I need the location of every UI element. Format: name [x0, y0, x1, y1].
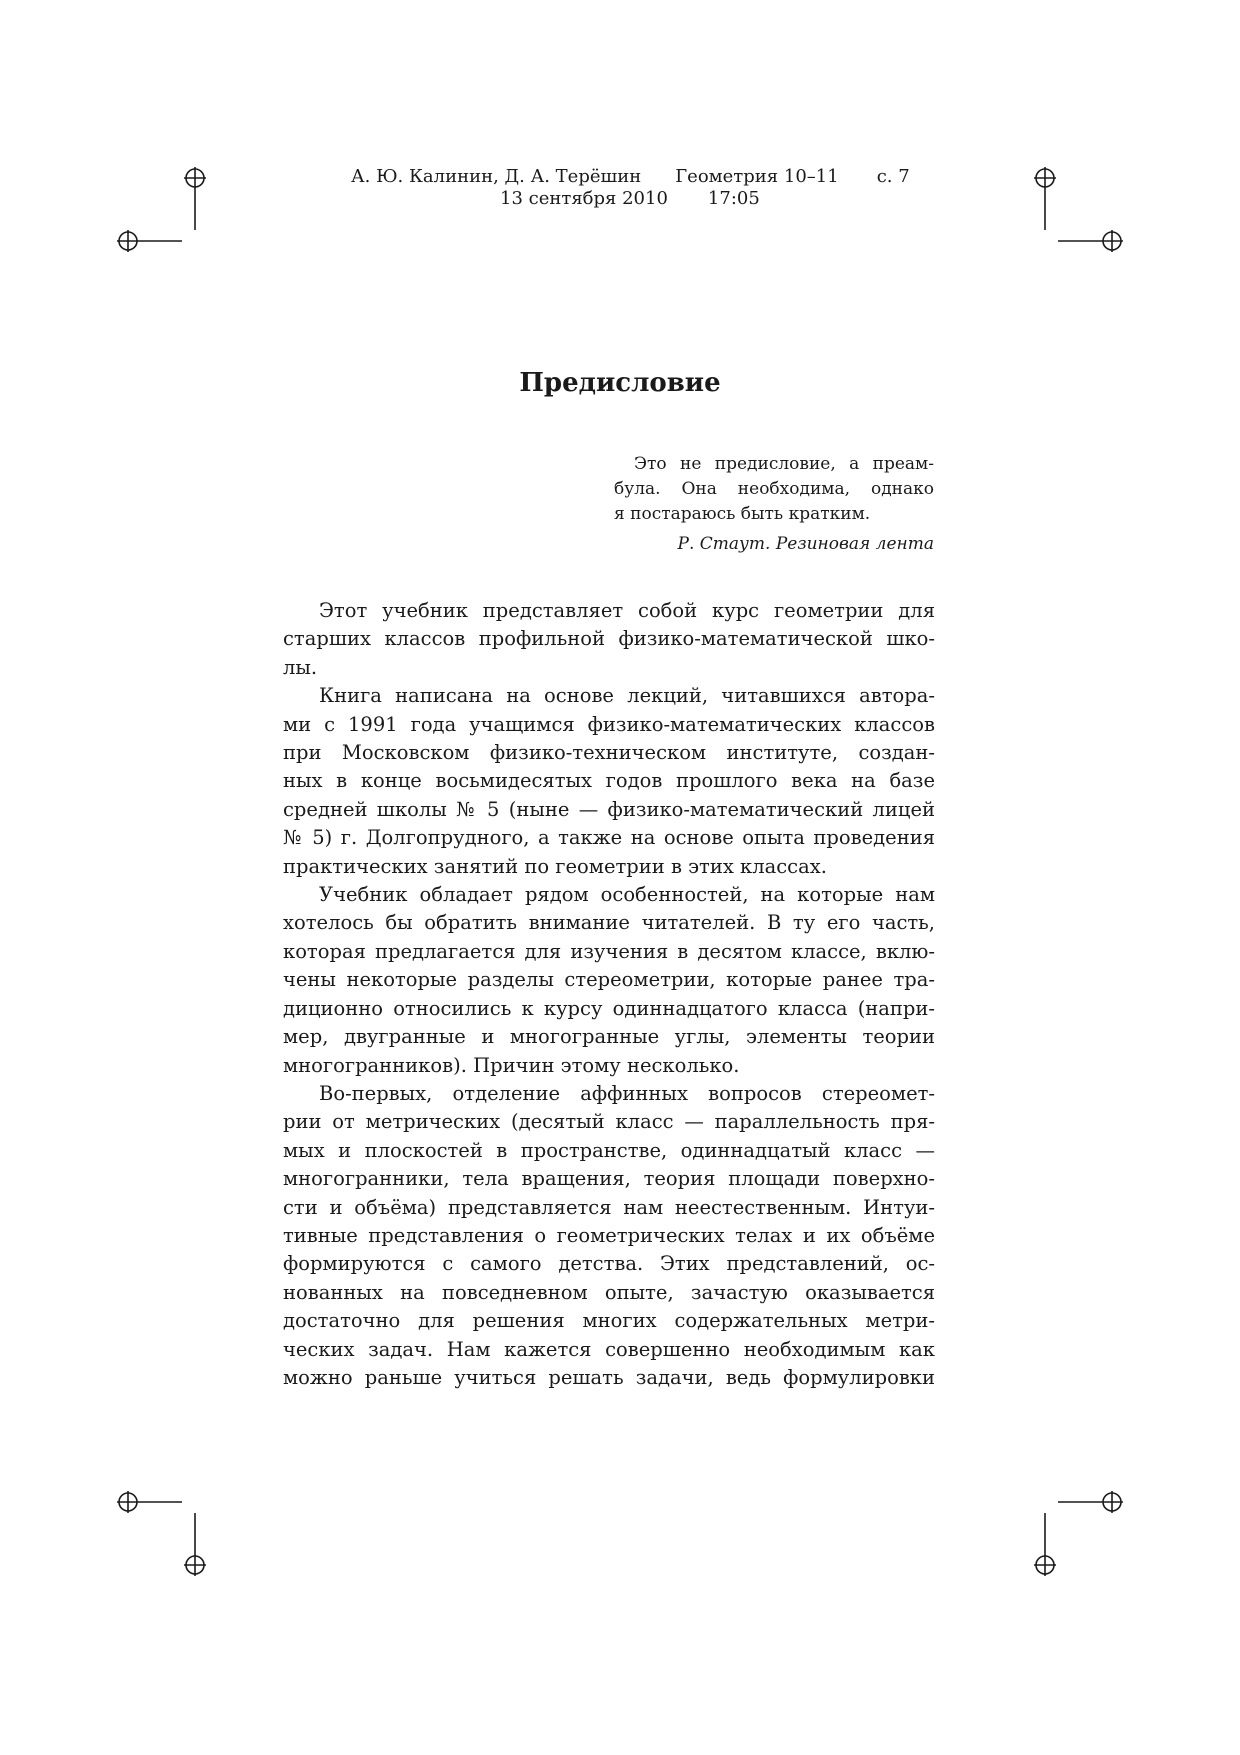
- header-time: 17:05: [707, 188, 760, 209]
- text-line: формируются с самого детства. Этих представлений, ос-: [283, 1252, 935, 1276]
- text-line: мых и плоскостей в пространстве, одиннадцатый класс —: [283, 1138, 935, 1162]
- text-line: многогранников). Причин этому несколько.: [283, 1053, 740, 1077]
- body-text: [283, 597, 935, 1392]
- text-line: практических занятий по геометрии в этих классах.: [283, 854, 827, 878]
- text-line: достаточно для решения многих содержательных метри-: [283, 1309, 935, 1333]
- text-line: чены некоторые разделы стереометрии, которые ранее тра-: [283, 968, 935, 992]
- text-line: рии от метрических (десятый класс — параллельность пря-: [283, 1110, 935, 1134]
- text-line: сти и объёма) представляется нам неестественным. Интуи-: [283, 1195, 935, 1219]
- text-line: ми с 1991 года учащимся физико-математических классов: [283, 712, 935, 736]
- header-book: Геометрия 10–11: [675, 166, 839, 187]
- epigraph: [614, 452, 934, 557]
- header-date: 13 сентября 2010: [500, 188, 668, 209]
- text-line: тивные представления о геометрических телах и их объёме: [283, 1223, 935, 1247]
- epigraph-line: була. Она необходима, однако: [614, 479, 934, 499]
- text-line: средней школы № 5 (ныне — физико-математический лицей: [283, 797, 935, 821]
- text-line: мер, двугранные и многогранные углы, элементы теории: [283, 1025, 935, 1049]
- text-line: при Московском физико-техническом институте, создан-: [283, 741, 935, 765]
- text-line: Учебник обладает рядом особенностей, на которые нам: [319, 883, 935, 907]
- epigraph-line: Это не предисловие, а преам-: [634, 454, 934, 474]
- text-line: ных в конце восьмидесятых годов прошлого века на базе: [283, 769, 935, 793]
- running-header: [351, 166, 910, 188]
- text-line: нованных на повседневном опыте, зачастую оказывается: [283, 1280, 935, 1304]
- epigraph-attribution: Р. Стаут. Резиновая лента: [677, 534, 934, 554]
- crop-mark-top-left: [100, 150, 200, 260]
- text-line: Во-первых, отделение аффинных вопросов стереомет-: [319, 1081, 935, 1105]
- text-line: Книга написана на основе лекций, читавшихся автора-: [319, 684, 935, 708]
- header-authors: А. Ю. Калинин, Д. А. Терёшин: [351, 166, 642, 187]
- epigraph-line: я постараюсь быть кратким.: [614, 504, 871, 524]
- text-line: старших классов профильной физико-математической шко-: [283, 627, 935, 651]
- text-line: многогранники, тела вращения, теория площади поверхно-: [283, 1167, 935, 1191]
- text-line: диционно относились к курсу одиннадцатого класса (напри-: [283, 996, 935, 1020]
- crop-mark-bottom-left: [100, 1480, 200, 1590]
- text-line: лы.: [283, 655, 318, 679]
- running-header-date: [500, 188, 760, 210]
- crop-mark-top-right: [1040, 150, 1140, 260]
- text-line: ческих задач. Нам кажется совершенно необходимым как: [283, 1337, 935, 1361]
- text-line: можно раньше учиться решать задачи, ведь формулировки: [283, 1365, 935, 1389]
- text-line: которая предлагается для изучения в десятом классе, вклю-: [283, 939, 935, 963]
- crop-mark-bottom-right: [1040, 1480, 1140, 1590]
- header-page: с. 7: [876, 166, 910, 187]
- page-title: Предисловие: [519, 368, 721, 398]
- text-line: хотелось бы обратить внимание читателей. В ту его часть,: [283, 911, 935, 935]
- text-line: Этот учебник представляет собой курс геометрии для: [319, 599, 935, 622]
- text-line: № 5) г. Долгопрудного, а также на основе опыта проведения: [283, 826, 935, 850]
